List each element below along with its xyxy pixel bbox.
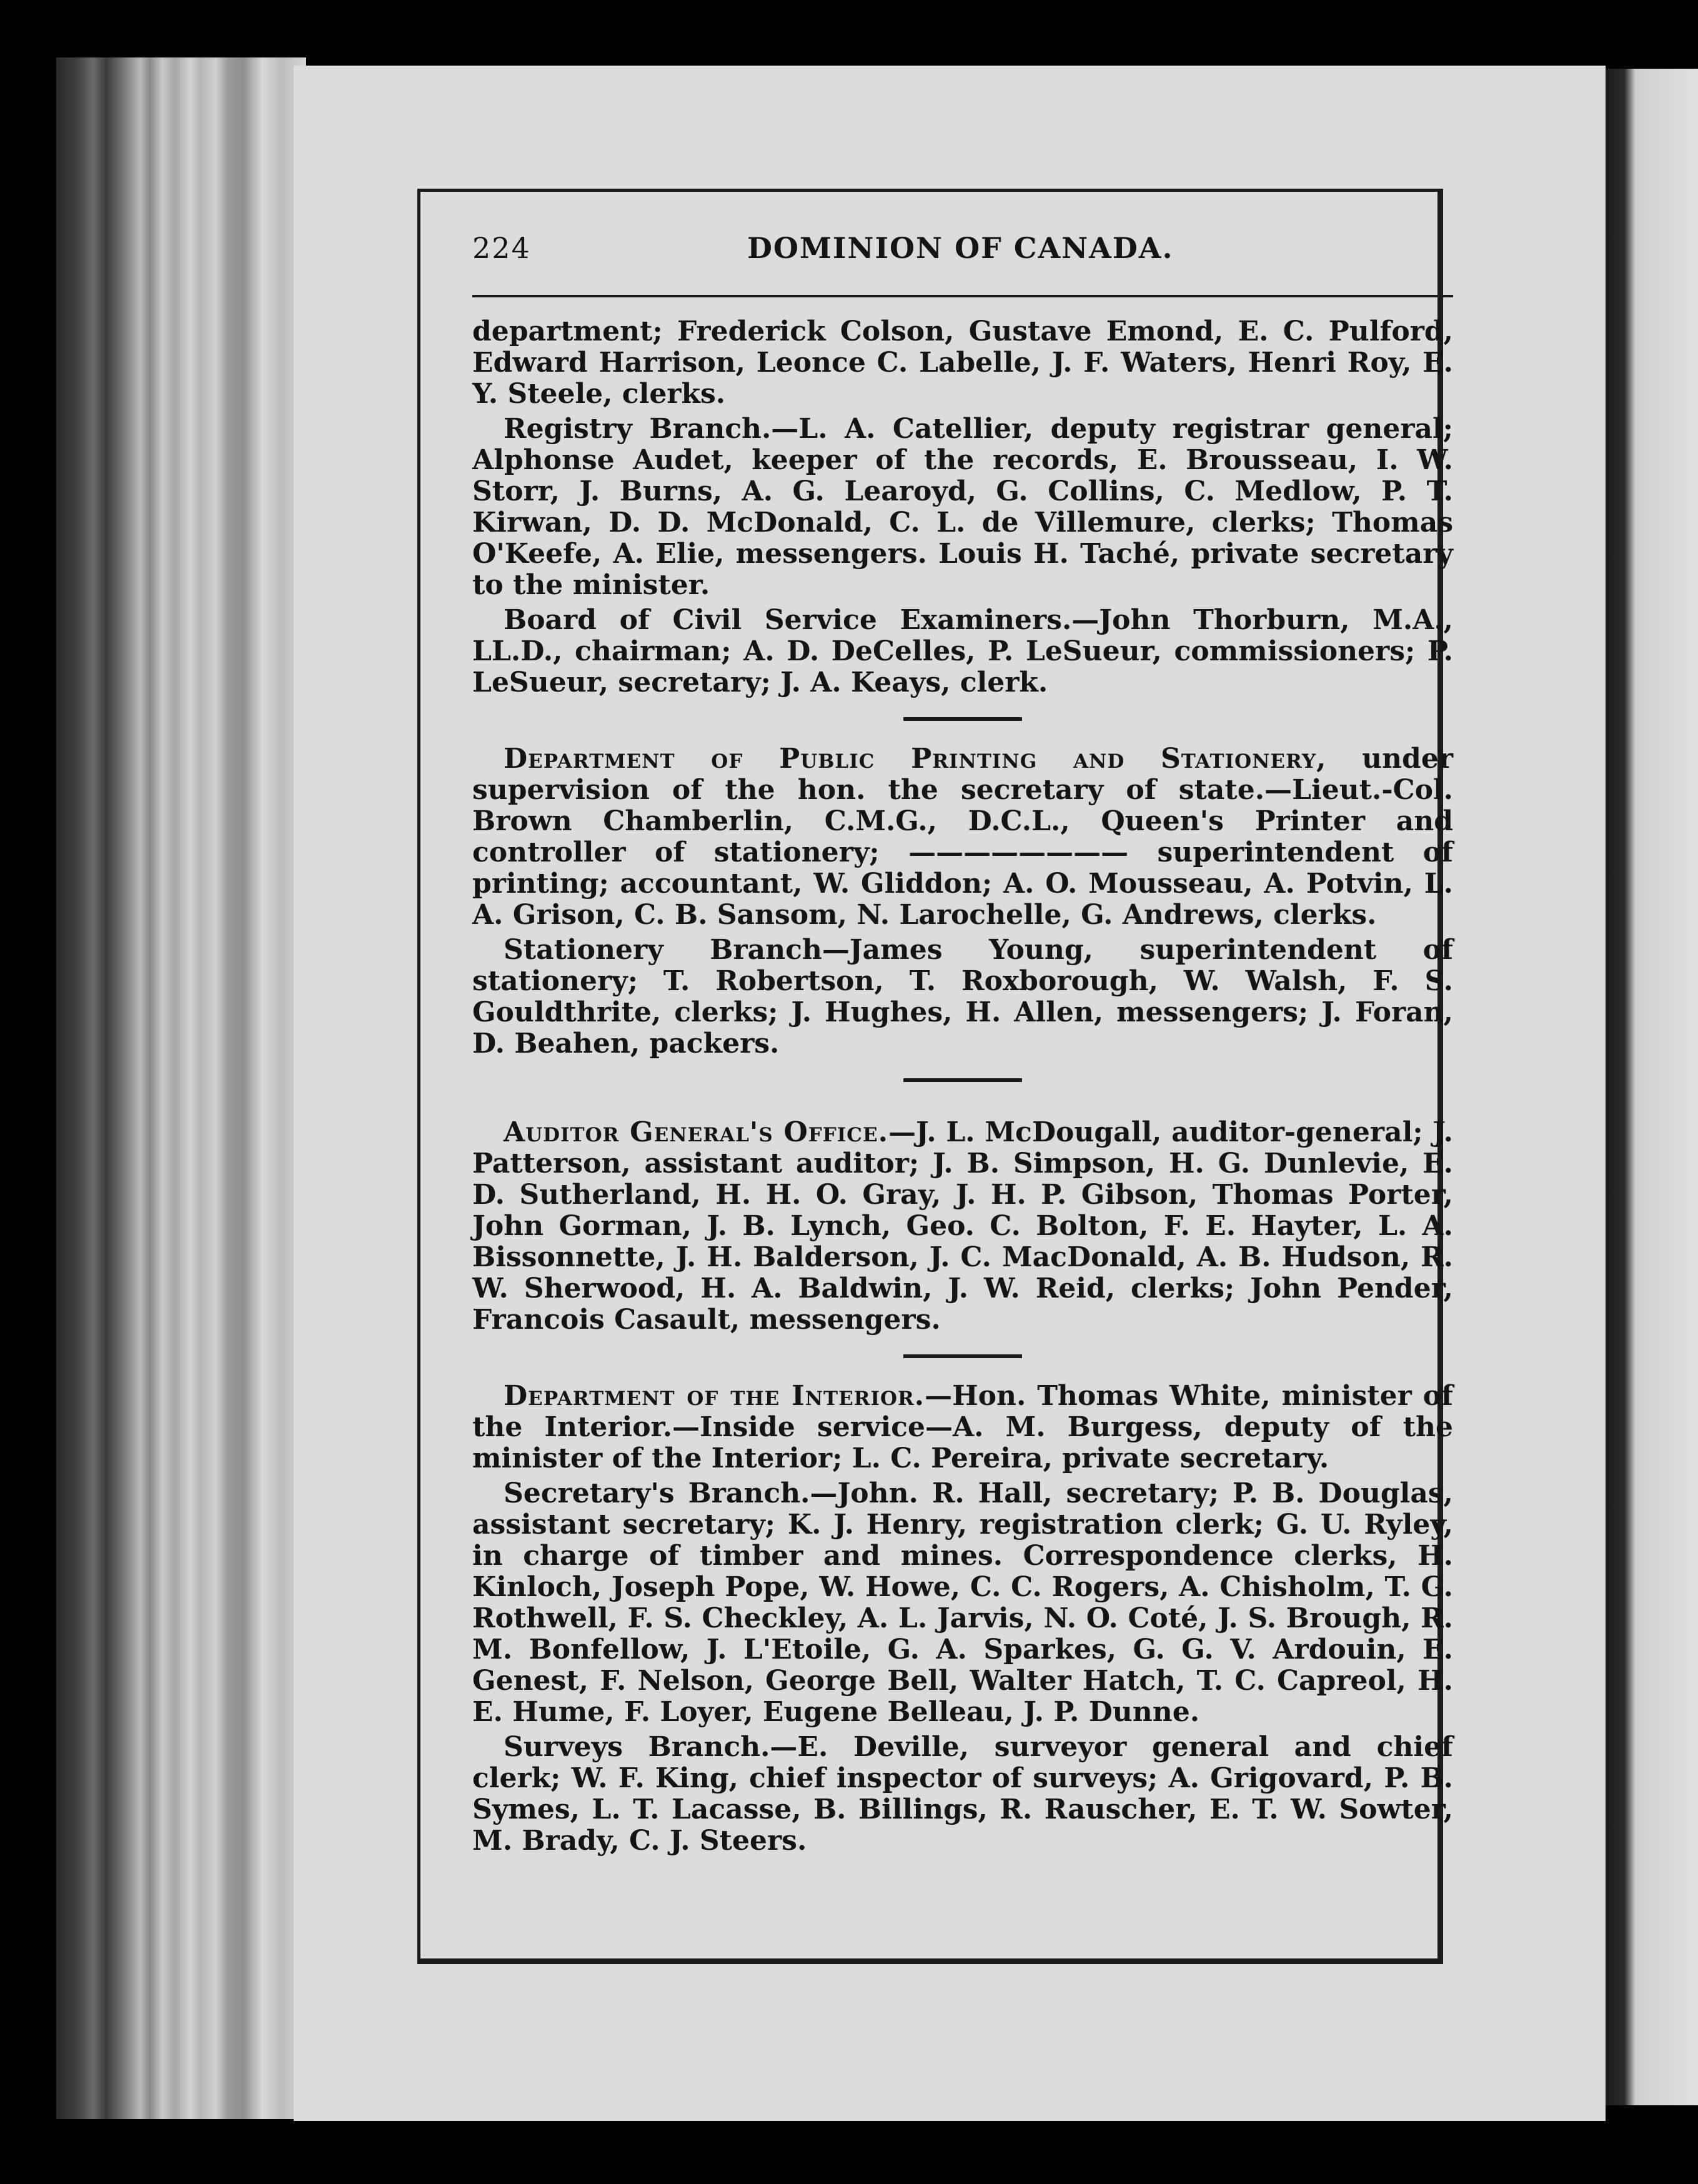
section-heading-interior: Department of the Interior.: [504, 1380, 925, 1412]
section-separator: [903, 1078, 1022, 1082]
page-content: [472, 225, 1453, 1860]
paragraph-secretarys-branch: Secretary's Branch.—John. R. Hall, secretary; P. B. Douglas, assistant secretary; K. J. Henry, registration clerk; G. U. Ryley, in charge of timber and mines. Correspondence clerks, H. Kinloch, Joseph Pope, W. Howe, C. C. Rogers, A. Chisholm, T. G. Rothwell, F. S. Checkley, A. L. Jarvis, N. O. Coté, J. S. Brough, R. M. Bonfellow, J. L'Etoile, G. A. Sparkes, G. G. V. Ardouin, E. Genest, F. Nelson, George Bell, Walter Hatch, T. C. Capreol, H. E. Hume, F. Loyer, Eugene Belleau, J. P. Dunne.: [472, 1477, 1453, 1728]
paragraph-auditor-general-body: —J. L. McDougall, auditor-general; J. Patterson, assistant auditor; J. B. Simpson, H. G. Dunlevie, E. D. Sutherland, H. H. O. Gray, J. H. P. Gibson, Thomas Porter, John Gorman, J. B. Lynch, Geo. C. Bolton, F. E. Hayter, L. A. Bissonnette, J. H. Balderson, J. C. MacDonald, A. B. Hudson, R. W. Sherwood, H. A. Baldwin, J. W. Reid, clerks; John Pender, Francois Casault, messengers.: [472, 1116, 1453, 1336]
paragraph-interior-body: —Hon. Thomas White, minister of the Interior.—Inside service—A. M. Burgess, deputy of the minister of the Interior; L. C. Pereira, private secretary.: [472, 1380, 1453, 1474]
running-title: DOMINION OF CANADA.: [747, 231, 1174, 265]
paragraph-department-clerks: department; Frederick Colson, Gustave Emond, E. C. Pulford, Edward Harrison, Leonce C. Labelle, J. F. Waters, Henri Roy, E. Y. Steele, clerks.: [472, 315, 1453, 410]
section-heading-public-printing: Department of Public Printing and Stationery,: [504, 743, 1327, 775]
paragraph-civil-service-examiners: Board of Civil Service Examiners.—John Thorburn, M.A., LL.D., chairman; A. D. DeCelles, P. LeSueur, commissioners; P. LeSueur, secretary; J. A. Keays, clerk.: [472, 604, 1453, 698]
paragraph-public-printing: [472, 743, 1453, 931]
paragraph-public-printing-body: under supervision of the hon. the secretary of state.—Lieut.-Col. Brown Chamberlin, C.M.G., D.C.L., Queen's Printer and controller of stationery; ———————— superintendent of printing; accountant, W. Gliddon; A. O. Mousseau, A. Potvin, L. A. Grison, C. B. Sansom, N. Larochelle, G. Andrews, clerks.: [472, 743, 1454, 931]
facing-page-edge: [1606, 69, 1698, 2105]
book-spine: [56, 57, 306, 2119]
paragraph-interior: [472, 1381, 1453, 1474]
paragraph-stationery-branch: Stationery Branch—James Young, superintendent of stationery; T. Robertson, T. Roxborough, W. Walsh, F. S. Gouldthrite, clerks; J. Hughes, H. Allen, messengers; J. Foran, D. Beahen, packers.: [472, 934, 1453, 1060]
paragraph-surveys-branch: Surveys Branch.—E. Deville, surveyor general and chief clerk; W. F. King, chief inspector of surveys; A. Grigovard, P. B. Symes, L. T. Lacasse, B. Billings, R. Rauscher, E. T. W. Sowter, M. Brady, C. J. Steers.: [472, 1731, 1453, 1857]
running-head: [472, 225, 1453, 275]
paragraph-auditor-general: [472, 1117, 1453, 1336]
paragraph-registry-branch: Registry Branch.—L. A. Catellier, deputy registrar general; Alphonse Audet, keeper of the records, E. Brousseau, I. W. Storr, J. Burns, A. G. Learoyd, G. Collins, C. Medlow, P. T. Kirwan, D. D. McDonald, C. L. de Villemure, clerks; Thomas O'Keefe, A. Elie, messengers. Louis H. Taché, private secretary to the minister.: [472, 413, 1453, 601]
section-heading-auditor-general: Auditor General's Office.: [504, 1116, 888, 1148]
section-separator: [903, 1354, 1022, 1358]
header-rule: [472, 295, 1453, 297]
section-separator: [903, 717, 1022, 721]
page-number: 224: [472, 231, 531, 265]
